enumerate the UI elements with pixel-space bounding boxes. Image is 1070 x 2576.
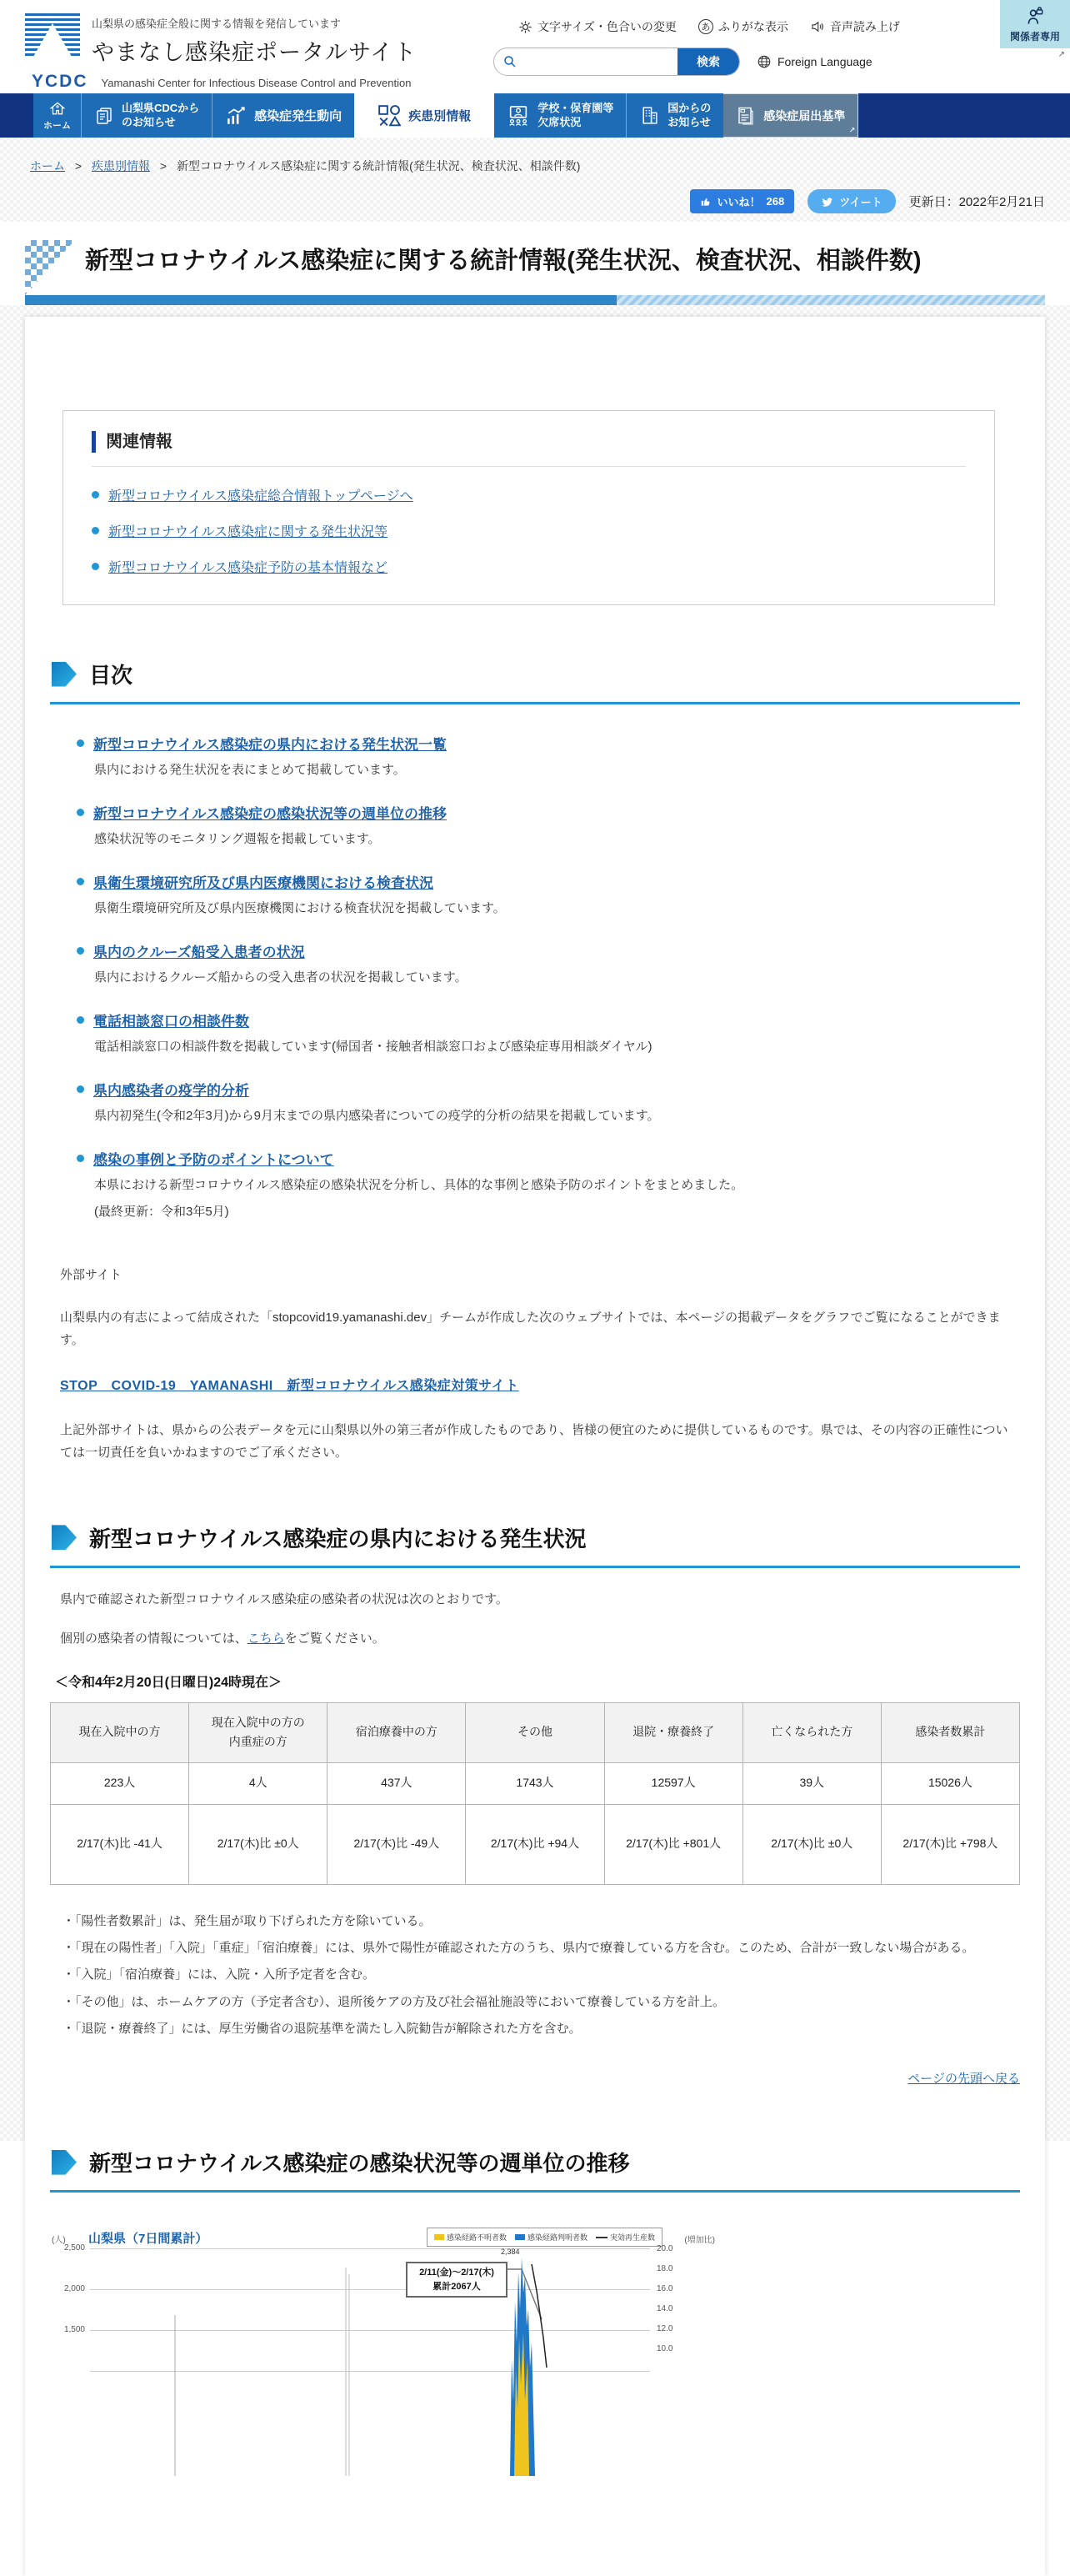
site-subtitle-en: Yamanashi Center for Infectious Disease Control and Prevention (101, 77, 412, 89)
toc-link-epidemiology[interactable]: 県内感染者の疫学的分析 (93, 1083, 249, 1100)
weekly-chart-plot (50, 2226, 717, 2476)
arrow-icon (52, 2150, 77, 2175)
nav-label: ホーム (43, 120, 71, 131)
y-axis-right-tick: 12.0 (657, 2324, 673, 2334)
breadcrumb-separator: > (159, 159, 168, 173)
bullet-icon (77, 1155, 84, 1162)
gear-icon (518, 20, 532, 34)
occurrence-table (50, 1702, 1020, 1885)
toc-link-phone-consult[interactable]: 電話相談窓口の相談件数 (93, 1014, 249, 1030)
bullet-icon (77, 947, 84, 955)
nav-edge-right (858, 93, 1070, 138)
weekly-trend-section (50, 2147, 1020, 2476)
hiragana-a-icon: あ (698, 19, 713, 34)
toc-description: 本県における新型コロナウイルス感染症の感染状況を分析し、具体的な事例と感染予防のポイントをまとめました。 (94, 1178, 744, 1193)
foreign-language-link[interactable] (757, 54, 872, 69)
toc-description: 県衛生環境研究所及び県内医療機関における検査状況を掲載しています。 (94, 901, 506, 916)
toc-item (77, 940, 1020, 988)
table-cell: 2/17(木)比 +801人 (604, 1804, 742, 1884)
breadcrumb-home[interactable]: ホーム (30, 159, 65, 173)
related-info-heading: 関連情報 (92, 431, 966, 453)
table-cell: 2/17(木)比 -41人 (51, 1804, 189, 1884)
twitter-bird-icon (821, 195, 833, 208)
section-heading (52, 659, 1020, 689)
list-item (92, 521, 966, 540)
toc-item (77, 733, 1020, 780)
legend-label: 感染経路不明者数 (447, 2233, 508, 2243)
document-icon (94, 106, 114, 126)
back-to-top-row (50, 2069, 1020, 2087)
search-input[interactable] (521, 49, 678, 74)
person-lock-icon (1024, 6, 1046, 28)
annotation-line: 2/11(金)～2/17(木) (419, 2268, 494, 2278)
table-row (51, 1804, 1020, 1884)
note: ・「現在の陽性者」「入院」「重症」「宿泊療養」には、県外で陽性が確認された方のうち、県内で療養している方を含む。このため、合計が一致しない場合がある。 (62, 1941, 975, 1956)
note: ・「その他」は、ホームケアの方（予定者含む）、退所後ケアの方及び社会福祉施設等において療養している方を計上。 (62, 1994, 726, 2009)
individual-cases-link[interactable]: こちら (247, 1631, 285, 1646)
stop-covid19-link[interactable]: STOP COVID-19 YAMANASHI 新型コロナウイルス感染症対策サイト (60, 1379, 519, 1394)
related-info-box (62, 410, 995, 605)
bullet-icon (92, 563, 99, 570)
toc-list (77, 733, 1020, 1222)
table-cell: 15026人 (881, 1762, 1019, 1804)
note: ・「入院」「宿泊療養」には、入院・入所予定者を含む。 (62, 1967, 376, 1982)
nav-edge-left (0, 93, 33, 138)
toc-description: 県内における発生状況を表にまとめて掲載しています。 (94, 763, 406, 778)
heading-rule (50, 702, 1020, 704)
toc-item (77, 1010, 1020, 1057)
search-area (493, 48, 872, 76)
section-heading (52, 1522, 1020, 1553)
table-cell: 39人 (742, 1762, 881, 1804)
note: ・「陽性者数累計」は、発生届が取り下げられた方を除いている。 (62, 1913, 432, 1928)
nav-label: 疾患別情報 (408, 109, 472, 123)
content-card (25, 317, 1045, 2576)
shapes-icon (378, 104, 401, 128)
search-icon (502, 54, 518, 69)
as-of-date: ＜令和4年2月20日(日曜日)24時現在＞ (55, 1675, 282, 1690)
column-header: 宿泊療養中の方 (328, 1702, 466, 1762)
external-site-label: 外部サイト (60, 1268, 122, 1283)
chart-annotation-box (406, 2262, 508, 2298)
table-cell: 2/17(木)比 ±0人 (742, 1804, 881, 1884)
table-cell: 4人 (189, 1762, 328, 1804)
globe-icon (757, 54, 772, 69)
weekly-trend-chart (50, 2226, 717, 2476)
note: ・「退院・療養終了」には、厚生労働省の退院基準を満たし入院勧告が解除された方を含む。 (62, 2021, 582, 2036)
yamanashi-logo (25, 13, 80, 57)
column-header: その他 (466, 1702, 604, 1762)
members-only-label: 関係者専用 (1009, 30, 1060, 43)
nav-label: 国からの お知らせ (668, 101, 712, 128)
list-item (92, 557, 966, 576)
toc-item (77, 1079, 1020, 1126)
related-link-2[interactable]: 新型コロナウイルス感染症に関する発生状況等 (108, 525, 388, 540)
tool-label: 音声読み上げ (829, 20, 900, 33)
toc-item (77, 802, 1020, 849)
speaker-icon (810, 19, 825, 34)
column-header: 亡くなられた方 (742, 1702, 881, 1762)
list-item (92, 485, 966, 504)
toc-link-occurrence[interactable]: 新型コロナウイルス感染症の県内における発生状況一覧 (93, 737, 447, 754)
external-site-block (60, 1264, 1020, 1464)
occurrence-paragraph: 県内で確認された新型コロナウイルス感染症の感染者の状況は次のとおりです。 (60, 1591, 508, 1606)
home-icon (49, 100, 66, 117)
table-cell: 2/17(木)比 -49人 (328, 1804, 466, 1884)
meta-row (0, 189, 1045, 213)
divider (92, 466, 966, 467)
thumbs-up-icon (700, 196, 712, 208)
government-building-icon (639, 105, 660, 126)
occurrence-heading: 新型コロナウイルス感染症の県内における発生状況 (89, 1526, 587, 1551)
checker-decoration (25, 240, 75, 295)
header-tools (518, 18, 900, 35)
title-divider-bar (25, 295, 1045, 305)
y-axis-right-unit: (増加比) (684, 2236, 715, 2246)
mountain-icon (33, 23, 72, 57)
heading-rule (50, 1566, 1020, 1568)
y-axis-right-tick: 10.0 (657, 2344, 673, 2354)
nav-item-notification-criteria[interactable] (723, 93, 858, 138)
y-axis-right-tick: 18.0 (657, 2264, 673, 2274)
table-cell: 437人 (328, 1762, 466, 1804)
table-notes (62, 1908, 1020, 2042)
page-title: 新型コロナウイルス感染症に関する統計情報(発生状況、検査状況、相談件数) (85, 248, 922, 274)
bullet-icon (77, 878, 84, 885)
column-header: 感染者数累計 (881, 1702, 1019, 1762)
text: をご覧ください。 (284, 1631, 385, 1646)
nav-label: 学校・保育園等 欠席状況 (538, 101, 614, 128)
related-link-3[interactable]: 新型コロナウイルス感染症予防の基本情報など (108, 561, 388, 576)
nav-item-school-absence[interactable] (494, 93, 626, 138)
school-absence-icon (507, 104, 530, 128)
breadcrumb-section[interactable]: 疾患別情報 (91, 159, 150, 173)
toc-description: 感染状況等のモニタリング週報を掲載しています。 (94, 832, 381, 847)
table-row (51, 1762, 1020, 1804)
table-header-row (51, 1702, 1020, 1762)
external-link-icon: ↗ (848, 126, 856, 134)
nav-item-home[interactable] (33, 93, 81, 138)
related-link-1[interactable]: 新型コロナウイルス感染症総合情報トップページへ (108, 489, 413, 504)
table-cell: 12597人 (604, 1762, 742, 1804)
members-only-button[interactable] (1000, 0, 1070, 48)
bullet-icon (92, 491, 99, 499)
annotation-line: 累計2067人 (432, 2281, 481, 2292)
like-count: 268 (766, 195, 785, 208)
toc-description-note: (最終更新：令和3年5月) (94, 1205, 229, 1220)
toc-description: 県内におけるクルーズ船からの受入患者の状況を掲載しています。 (94, 970, 468, 985)
site-title: やまなし感染症ポータルサイト (92, 40, 418, 65)
font-size-setting-link[interactable] (518, 18, 677, 35)
table-cell: 2/17(木)比 ±0人 (189, 1804, 328, 1884)
toc-section (50, 659, 1020, 1222)
bullet-icon (77, 739, 84, 747)
y-axis-right-tick: 16.0 (657, 2284, 673, 2294)
section-heading (52, 2147, 1020, 2178)
ycdc-logo-text: YCDC (32, 72, 88, 91)
table-cell: 2/17(木)比 +798人 (881, 1804, 1019, 1884)
nav-label: 感染症届出基準 (763, 108, 846, 123)
toc-link-cruise-ship[interactable]: 県内のクルーズ船受入患者の状況 (93, 945, 305, 961)
updated-date: 更新日：2022年2月21日 (908, 195, 1045, 209)
global-nav (0, 93, 1070, 138)
nav-item-disease-info[interactable] (354, 93, 494, 138)
arrow-icon (52, 662, 77, 687)
y-axis-left-tick: 2,500 (63, 2243, 85, 2253)
tweet-button[interactable] (808, 189, 895, 213)
occurrence-paragraph (60, 1629, 1020, 1646)
bullet-icon (77, 1085, 84, 1093)
y-axis-right-tick: 20.0 (657, 2244, 673, 2254)
arrow-icon (52, 1525, 77, 1550)
like-label: いいね！ (717, 196, 761, 208)
table-cell: 2/17(木)比 +94人 (466, 1804, 604, 1884)
nav-item-cdc-news[interactable] (81, 93, 212, 138)
foreign-language-label: Foreign Language (778, 55, 872, 68)
toc-link-prevention-points[interactable]: 感染の事例と予防のポイントについて (93, 1152, 334, 1169)
clipboard-checklist-icon (736, 106, 756, 126)
toc-description: 県内初発生(令和2年3月)から9月末までの県内感染者についての疫学的分析の結果を掲載しています。 (94, 1109, 660, 1124)
voice-readout-link[interactable] (810, 18, 900, 35)
breadcrumb-separator: > (74, 159, 82, 173)
nav-label: 感染症発生動向 (254, 109, 342, 123)
trend-chart-icon (225, 105, 247, 127)
column-header: 退院・療養終了 (604, 1702, 742, 1762)
tweet-label: ツイート (839, 196, 882, 208)
tool-label: ふりがな表示 (718, 20, 788, 33)
toc-item (77, 871, 1020, 919)
site-header (0, 0, 1070, 93)
chart-title: 山梨県（7日間累計） (88, 2232, 208, 2247)
nav-item-outbreak-trend[interactable] (212, 93, 354, 138)
y-axis-left-tick: 1,500 (63, 2325, 85, 2335)
y-axis-left-unit: (人) (52, 2236, 66, 2246)
back-to-top-link[interactable]: ページの先頭へ戻る (908, 2072, 1020, 2087)
nav-item-national-news[interactable] (626, 93, 723, 138)
site-tagline: 山梨県の感染症全般に関する情報を発信しています (92, 18, 342, 30)
y-axis-right-tick: 14.0 (657, 2304, 673, 2314)
occurrence-section (50, 1522, 1020, 2087)
breadcrumb-current: 新型コロナウイルス感染症に関する統計情報(発生状況、検査状況、相談件数) (176, 159, 581, 173)
search-box (493, 48, 740, 76)
toc-link-weekly-trend[interactable]: 新型コロナウイルス感染症の感染状況等の週単位の推移 (93, 806, 447, 823)
legend-label: 感染経路判明者数 (528, 2233, 588, 2243)
external-site-paragraph: 山梨県内の有志によって結成された「stopcovid19.yamanashi.dev」チームが作成した次のウェブサイトでは、本ページの掲載データをグラフでご覧になることができます。 (60, 1311, 1001, 1348)
breadcrumb (0, 138, 1070, 174)
bullet-icon (77, 809, 84, 816)
column-header: 現在入院中の方の内重症の方 (189, 1702, 328, 1762)
furigana-link[interactable] (698, 18, 788, 35)
text: 個別の感染者の情報については、 (60, 1631, 248, 1646)
external-link-icon: ↗ (1058, 50, 1065, 59)
column-header: 現在入院中の方 (51, 1702, 189, 1762)
table-cell: 1743人 (466, 1762, 604, 1804)
peak-value-label: 2,384 (501, 2248, 520, 2257)
facebook-like-button[interactable] (690, 189, 795, 213)
page-title-block (0, 222, 1070, 305)
toc-item (77, 1148, 1020, 1222)
bullet-icon (92, 527, 99, 534)
table-cell: 223人 (51, 1762, 189, 1804)
toc-description: 電話相談窓口の相談件数を掲載しています(帰国者・接触者相談窓口および感染症専用相談ダイヤル) (94, 1040, 652, 1055)
weekly-heading: 新型コロナウイルス感染症の感染状況等の週単位の推移 (89, 2151, 630, 2177)
search-button[interactable]: 検索 (678, 48, 739, 76)
external-site-disclaimer: 上記外部サイトは、県からの公表データを元に山梨県以外の第三者が作成したものであり、皆様の便宜のために提供しているものです。県では、その内容の正確性については一切責任を負いかねますのでご了承ください。 (60, 1422, 1008, 1460)
tool-label: 文字サイズ・色合いの変更 (538, 20, 677, 33)
heading-rule (50, 2190, 1020, 2193)
toc-link-testing-status[interactable]: 県衛生環境研究所及び県内医療機関における検査状況 (93, 875, 433, 892)
legend-label: 実効再生産数 (610, 2233, 656, 2243)
nav-label: 山梨県CDCから のお知らせ (122, 101, 200, 128)
y-axis-left-tick: 2,000 (63, 2284, 85, 2294)
bullet-icon (77, 1016, 84, 1024)
toc-heading: 目次 (89, 663, 133, 689)
